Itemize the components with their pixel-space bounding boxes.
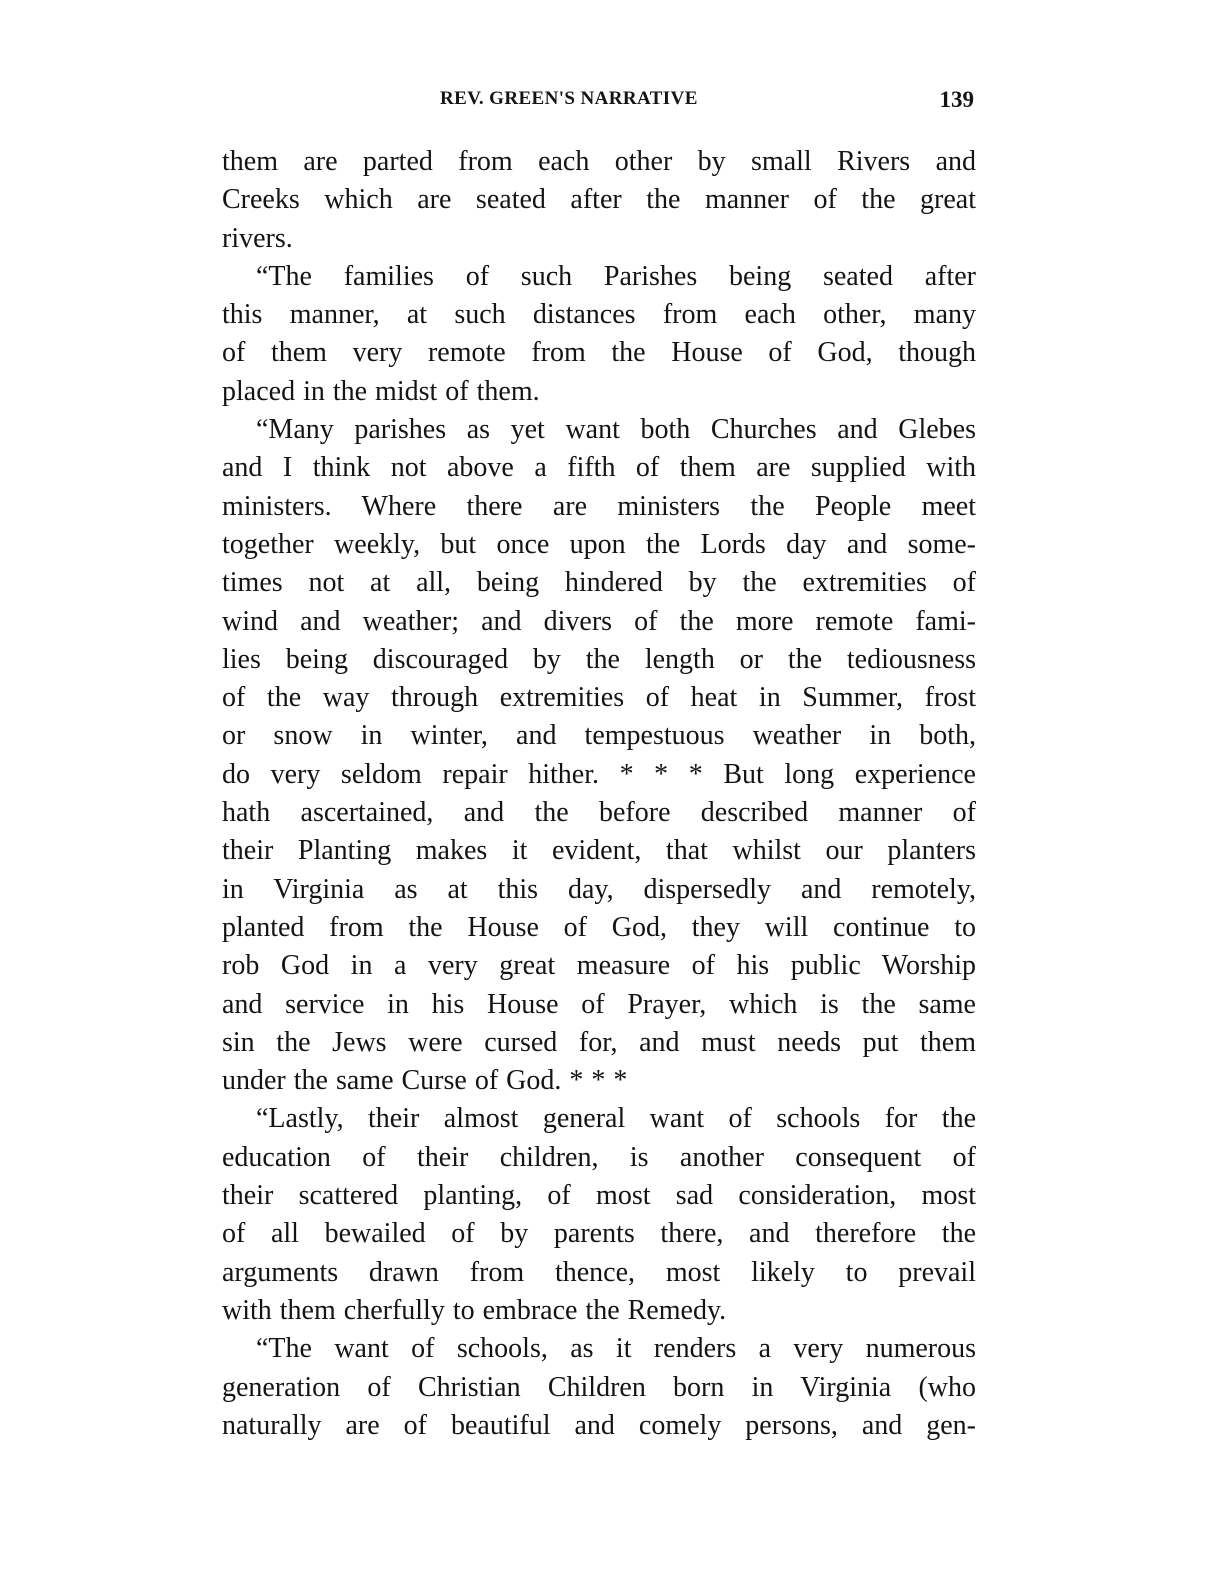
text-line: hath ascertained, and the before described manner of bbox=[222, 797, 976, 829]
paragraph bbox=[222, 258, 976, 411]
text-line: rivers. bbox=[222, 222, 293, 254]
text-line: them are parted from each other by small Rivers and bbox=[222, 146, 976, 177]
text-line: generation of Christian Children born in Virginia (who bbox=[222, 1371, 976, 1403]
text-line: “The families of such Parishes being seated after bbox=[256, 260, 976, 292]
text-line: times not at all, being hindered by the extremities of bbox=[222, 567, 976, 599]
text-line: naturally are of beautiful and comely persons, and gen- bbox=[222, 1409, 976, 1441]
text-line: of them very remote from the House of God, though bbox=[222, 337, 976, 369]
text-line: this manner, at such distances from each other, many bbox=[222, 299, 976, 331]
text-line: ministers. Where there are ministers the People meet bbox=[222, 490, 976, 522]
page-number: 139 bbox=[939, 87, 974, 112]
paragraph bbox=[222, 411, 976, 1100]
text-line: and I think not above a fifth of them are supplied with bbox=[222, 452, 976, 484]
text-line: with them cherfully to embrace the Remedy. bbox=[222, 1294, 727, 1326]
text-line: planted from the House of God, they will continue to bbox=[222, 911, 976, 943]
text-line: under the same Curse of God. * * * bbox=[222, 1065, 628, 1097]
text-line: of all bewailed of by parents there, and therefore the bbox=[222, 1218, 976, 1250]
text-line: “Lastly, their almost general want of schools for the bbox=[256, 1103, 976, 1135]
paragraph bbox=[222, 1330, 976, 1445]
text-line: lies being discouraged by the length or the tediousness bbox=[222, 643, 976, 675]
text-line: education of their children, is another consequent of bbox=[222, 1141, 976, 1173]
text-line: in Virginia as at this day, dispersedly and remotely, bbox=[222, 873, 976, 905]
running-title: REV. GREEN'S NARRATIVE bbox=[440, 88, 698, 109]
text-line: their scattered planting, of most sad consideration, most bbox=[222, 1180, 976, 1212]
paragraph bbox=[222, 1100, 976, 1330]
text-line: wind and weather; and divers of the more remote fami- bbox=[222, 605, 976, 637]
text-line: and service in his House of Prayer, which is the same bbox=[222, 988, 976, 1020]
text-line: together weekly, but once upon the Lords day and some- bbox=[222, 528, 976, 560]
text-line: or snow in winter, and tempestuous weather in both, bbox=[222, 720, 976, 752]
text-line: placed in the midst of them. bbox=[222, 375, 540, 407]
running-head bbox=[222, 84, 976, 114]
text-line: rob God in a very great measure of his public Worship bbox=[222, 950, 976, 982]
text-line: “Many parishes as yet want both Churches and Glebes bbox=[256, 414, 976, 446]
body-text bbox=[222, 143, 976, 1445]
text-line: sin the Jews were cursed for, and must needs put them bbox=[222, 1026, 976, 1058]
text-line: “The want of schools, as it renders a very numerous bbox=[256, 1333, 976, 1365]
paragraph bbox=[222, 143, 976, 258]
text-line: Creeks which are seated after the manner of the great bbox=[222, 184, 976, 216]
text-line: of the way through extremities of heat in Summer, frost bbox=[222, 682, 976, 714]
text-line: arguments drawn from thence, most likely to prevail bbox=[222, 1256, 976, 1288]
text-line: their Planting makes it evident, that whilst our planters bbox=[222, 835, 976, 867]
text-line: do very seldom repair hither. * * * But long experience bbox=[222, 758, 976, 790]
